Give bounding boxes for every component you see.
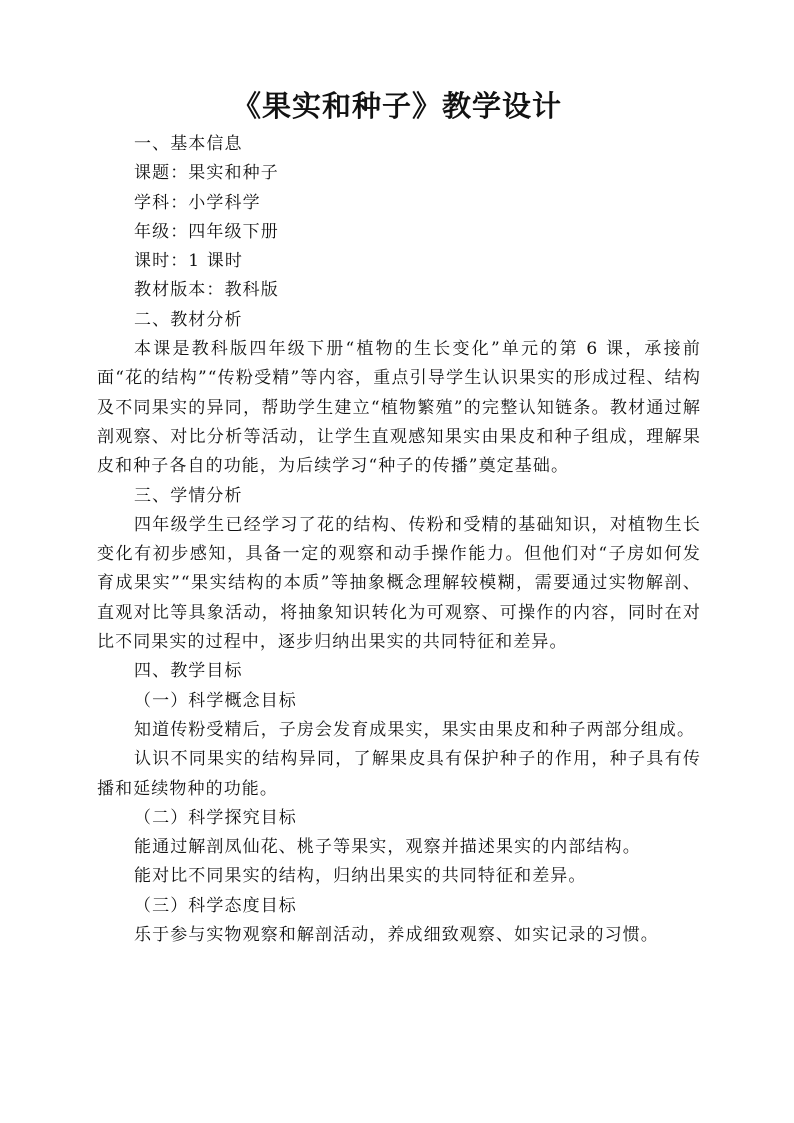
subheading-concept-objectives: （一）科学概念目标 [134, 690, 297, 711]
info-line-topic: 课题：果实和种子 [134, 163, 279, 184]
section-heading-material-analysis: 二、教材分析 [134, 309, 243, 330]
inquiry-objective-item: 能对比不同果实的结构，归纳出果实的共同特征和差异。 [134, 866, 587, 887]
info-line-subject: 学科：小学科学 [134, 192, 261, 213]
concept-objective-item: 知道传粉受精后，子房会发育成果实，果实由果皮和种子两部分组成。 [134, 719, 696, 740]
section-heading-learner-analysis: 三、学情分析 [134, 485, 243, 506]
subheading-attitude-objectives: （三）科学态度目标 [134, 895, 297, 916]
concept-objective-item: 认识不同果实的结构异同，了解果皮具有保护种子的作用，种子具有传播和延续物种的功能。 [97, 749, 701, 799]
inquiry-objective-item: 能通过解剖凤仙花、桃子等果实，观察并描述果实的内部结构。 [134, 837, 641, 858]
info-line-periods: 课时：1 课时 [134, 251, 243, 272]
subheading-inquiry-objectives: （二）科学探究目标 [134, 807, 297, 828]
info-line-grade: 年级：四年级下册 [134, 221, 279, 242]
attitude-objective-item: 乐于参与实物观察和解剖活动，养成细致观察、如实记录的习惯。 [134, 925, 659, 946]
section-heading-objectives: 四、教学目标 [134, 661, 243, 682]
learner-analysis-paragraph: 四年级学生已经学习了花的结构、传粉和受精的基础知识，对植物生长变化有初步感知，具备一定的观察和动手操作能力。但他们对“子房如何发育成果实”“果实结构的本质”等抽象概念理解较模糊，需要通过实物解剖、直观对比等具象活动，将抽象知识转化为可观察、可操作的内容，同时在对比不同果实的过程中，逐步归纳出果实的共同特征和差异。 [97, 514, 701, 653]
info-line-edition: 教材版本：教科版 [134, 280, 279, 301]
document-title: 《果实和种子》教学设计 [231, 89, 562, 123]
section-heading-basic-info: 一、基本信息 [134, 134, 243, 154]
document-body [97, 130, 701, 950]
material-analysis-paragraph: 本课是教科版四年级下册“植物的生长变化”单元的第 6 课，承接前面“花的结构”“传粉受精”等内容，重点引导学生认识果实的形成过程、结构及不同果实的异同，帮助学生建立“植物繁殖”的完整认知链条。教材通过解剖观察、对比分析等活动，让学生直观感知果实由果皮和种子组成，理解果皮和种子各自的功能，为后续学习“种子的传播”奠定基础。 [97, 339, 701, 477]
